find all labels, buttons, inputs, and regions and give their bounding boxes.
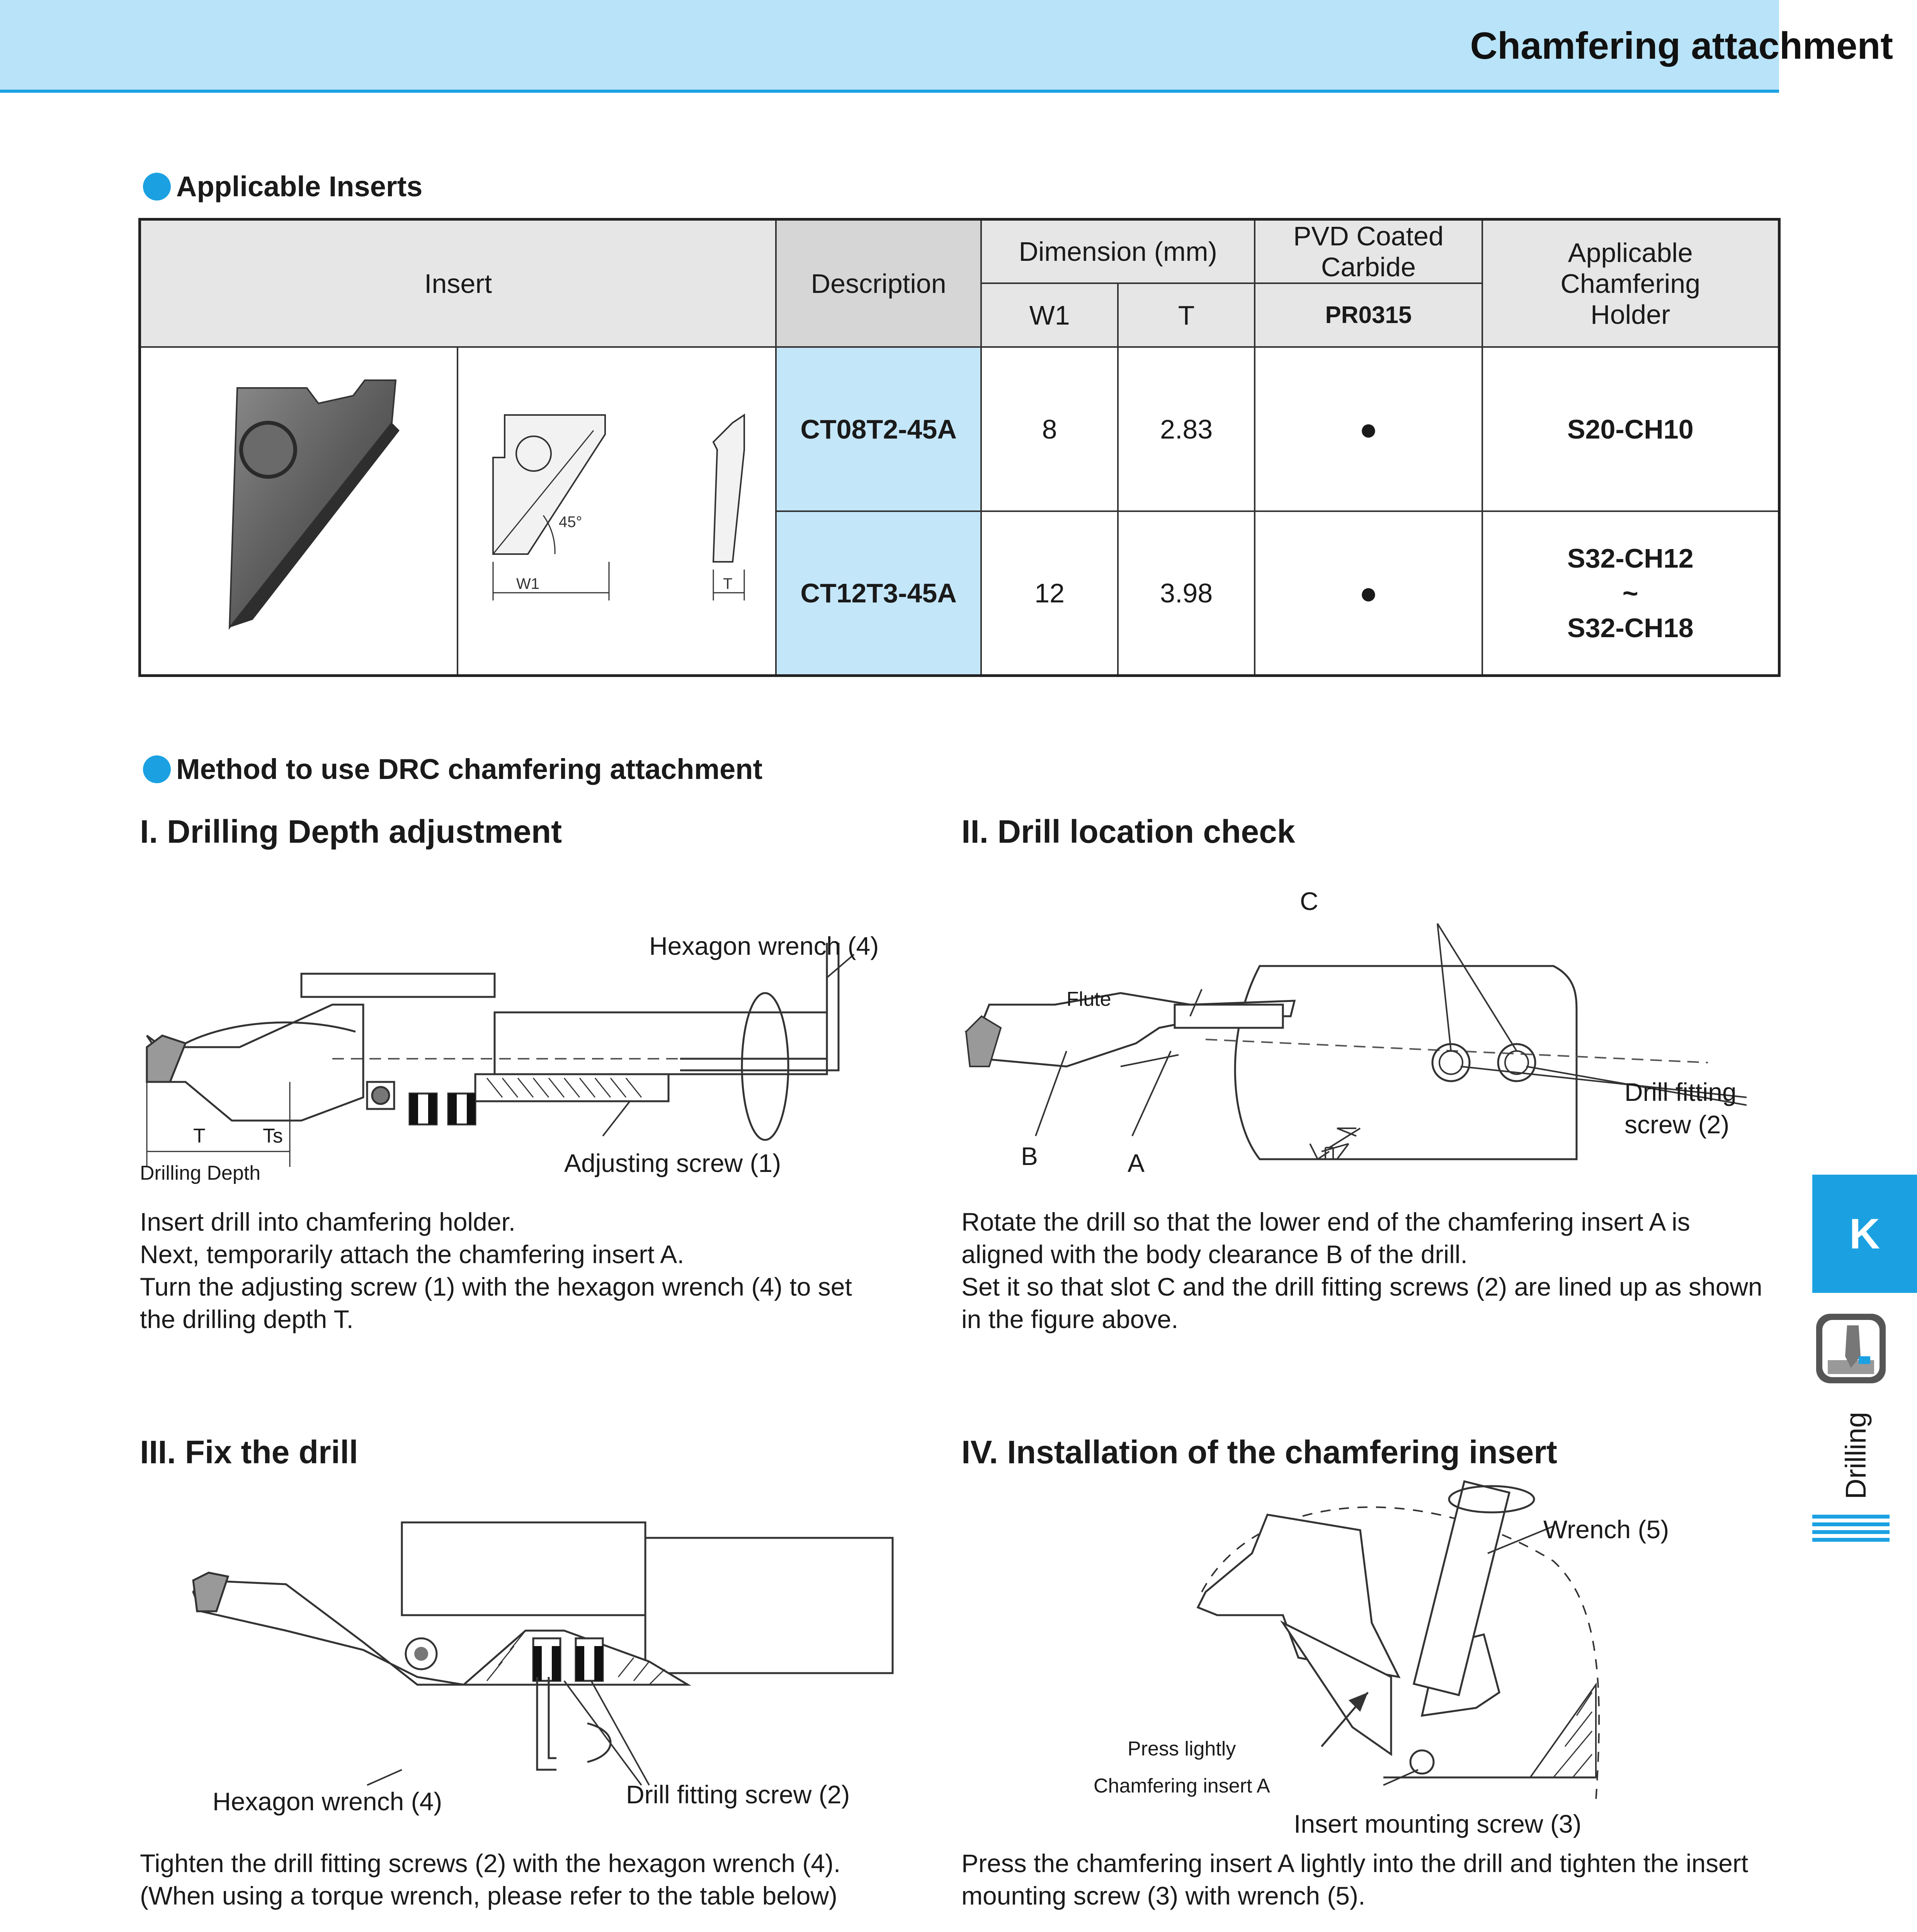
step2-flute-label: Flute: [1067, 988, 1111, 1010]
th-description: Description: [776, 219, 981, 347]
step1-t-label: T: [193, 1125, 206, 1147]
step1-hex-wrench-label: Hexagon wrench (4): [649, 932, 879, 960]
th-holder: Applicable Chamfering Holder: [1482, 219, 1779, 347]
table-row: [140, 347, 1779, 511]
step3-hex-wrench-label: Hexagon wrench (4): [213, 1787, 442, 1816]
std-item-dot: ●: [1255, 511, 1482, 675]
step2-heading: II. Drill location check: [961, 813, 1295, 850]
step2-a-label: A: [1128, 1149, 1145, 1177]
std-item-dot: ●: [1255, 347, 1482, 511]
step4-chamfering-insert-label: Chamfering insert A: [1094, 1775, 1270, 1797]
step1-heading: I. Drilling Depth adjustment: [140, 813, 562, 850]
method-section-title: Method to use DRC chamfering attachment: [143, 753, 762, 786]
step4-heading: IV. Installation of the chamfering insert: [961, 1434, 1557, 1470]
step3-heading: III. Fix the drill: [140, 1434, 358, 1470]
t-cell: 3.98: [1118, 511, 1255, 675]
section-tab-k: K: [1812, 1175, 1917, 1293]
step1-adjusting-screw-label: Adjusting screw (1): [564, 1149, 781, 1177]
step2-drill-fitting-screw-label: Drill fitting screw (2): [1624, 1078, 1737, 1139]
holder-cell: S32-CH12 ~ S32-CH18: [1482, 511, 1779, 675]
th-pvd: PVD Coated Carbide: [1255, 219, 1482, 284]
insert-drawing-icon: [462, 400, 771, 616]
t-dim-label: T: [723, 575, 733, 593]
bullet-icon: [143, 173, 171, 201]
inserts-section-title: Applicable Inserts: [143, 170, 422, 203]
page-title: Chamfering attachment: [1470, 24, 1893, 67]
step1-text: Insert drill into chamfering holder. Next, temporarily attach the chamfering insert A. Turn the adjusting screw (1) with the hexagon wrench (4) to set the drilling depth T.: [140, 1208, 852, 1333]
angle-label: 45°: [559, 514, 582, 531]
step3-text: Tighten the drill fitting screws (2) with the hexagon wrench (4). (When using a torque wrench, please refer to the table below): [140, 1849, 841, 1910]
th-grade: PR0315: [1255, 283, 1482, 347]
insert-drawing: [458, 347, 776, 675]
holder-cell: S20-CH10: [1482, 347, 1779, 511]
step2-b-label: B: [1021, 1142, 1038, 1170]
step3-drill-fitting-screw-label: Drill fitting screw (2): [626, 1780, 850, 1809]
w1-dim-label: W1: [516, 575, 540, 593]
th-w1: W1: [981, 283, 1118, 347]
insert-photo: [140, 347, 458, 675]
step1-drilling-depth-label: Drilling Depth: [140, 1162, 261, 1184]
inserts-table: [138, 218, 1781, 677]
w1-cell: 12: [981, 511, 1118, 675]
th-dimension: Dimension (mm): [981, 219, 1255, 284]
step2-c-label: C: [1300, 887, 1318, 915]
step3-drawing-icon: [185, 1515, 904, 1808]
step1-ts-label: Ts: [263, 1125, 283, 1147]
t-cell: 2.83: [1118, 347, 1255, 511]
step4-text: Press the chamfering insert A lightly into the drill and tighten the insert mounting screw (3) with wrench (5).: [961, 1849, 1749, 1910]
w1-cell: 8: [981, 347, 1118, 511]
step4-press-lightly-label: Press lightly: [1128, 1738, 1236, 1760]
desc-cell: CT08T2-45A: [776, 347, 981, 511]
step4-insert-mounting-screw-label: Insert mounting screw (3): [1294, 1810, 1582, 1838]
drilling-icon: [1812, 1310, 1890, 1387]
th-insert: Insert: [140, 219, 776, 347]
th-t: T: [1118, 283, 1255, 347]
tab-stripes: [1812, 1515, 1890, 1542]
desc-cell: CT12T3-45A: [776, 511, 981, 675]
step4-wrench-label: Wrench (5): [1543, 1515, 1669, 1544]
step2-text: Rotate the drill so that the lower end of the chamfering insert A is aligned with the body clearance B of the drill. Set it so that slot C and the drill fitting screws (2) are lined up as shown in the figure above.: [961, 1208, 1762, 1333]
insert-photo-icon: [191, 372, 407, 643]
bullet-icon: [143, 755, 171, 783]
drilling-tab-label: Drilling: [1840, 1412, 1872, 1499]
